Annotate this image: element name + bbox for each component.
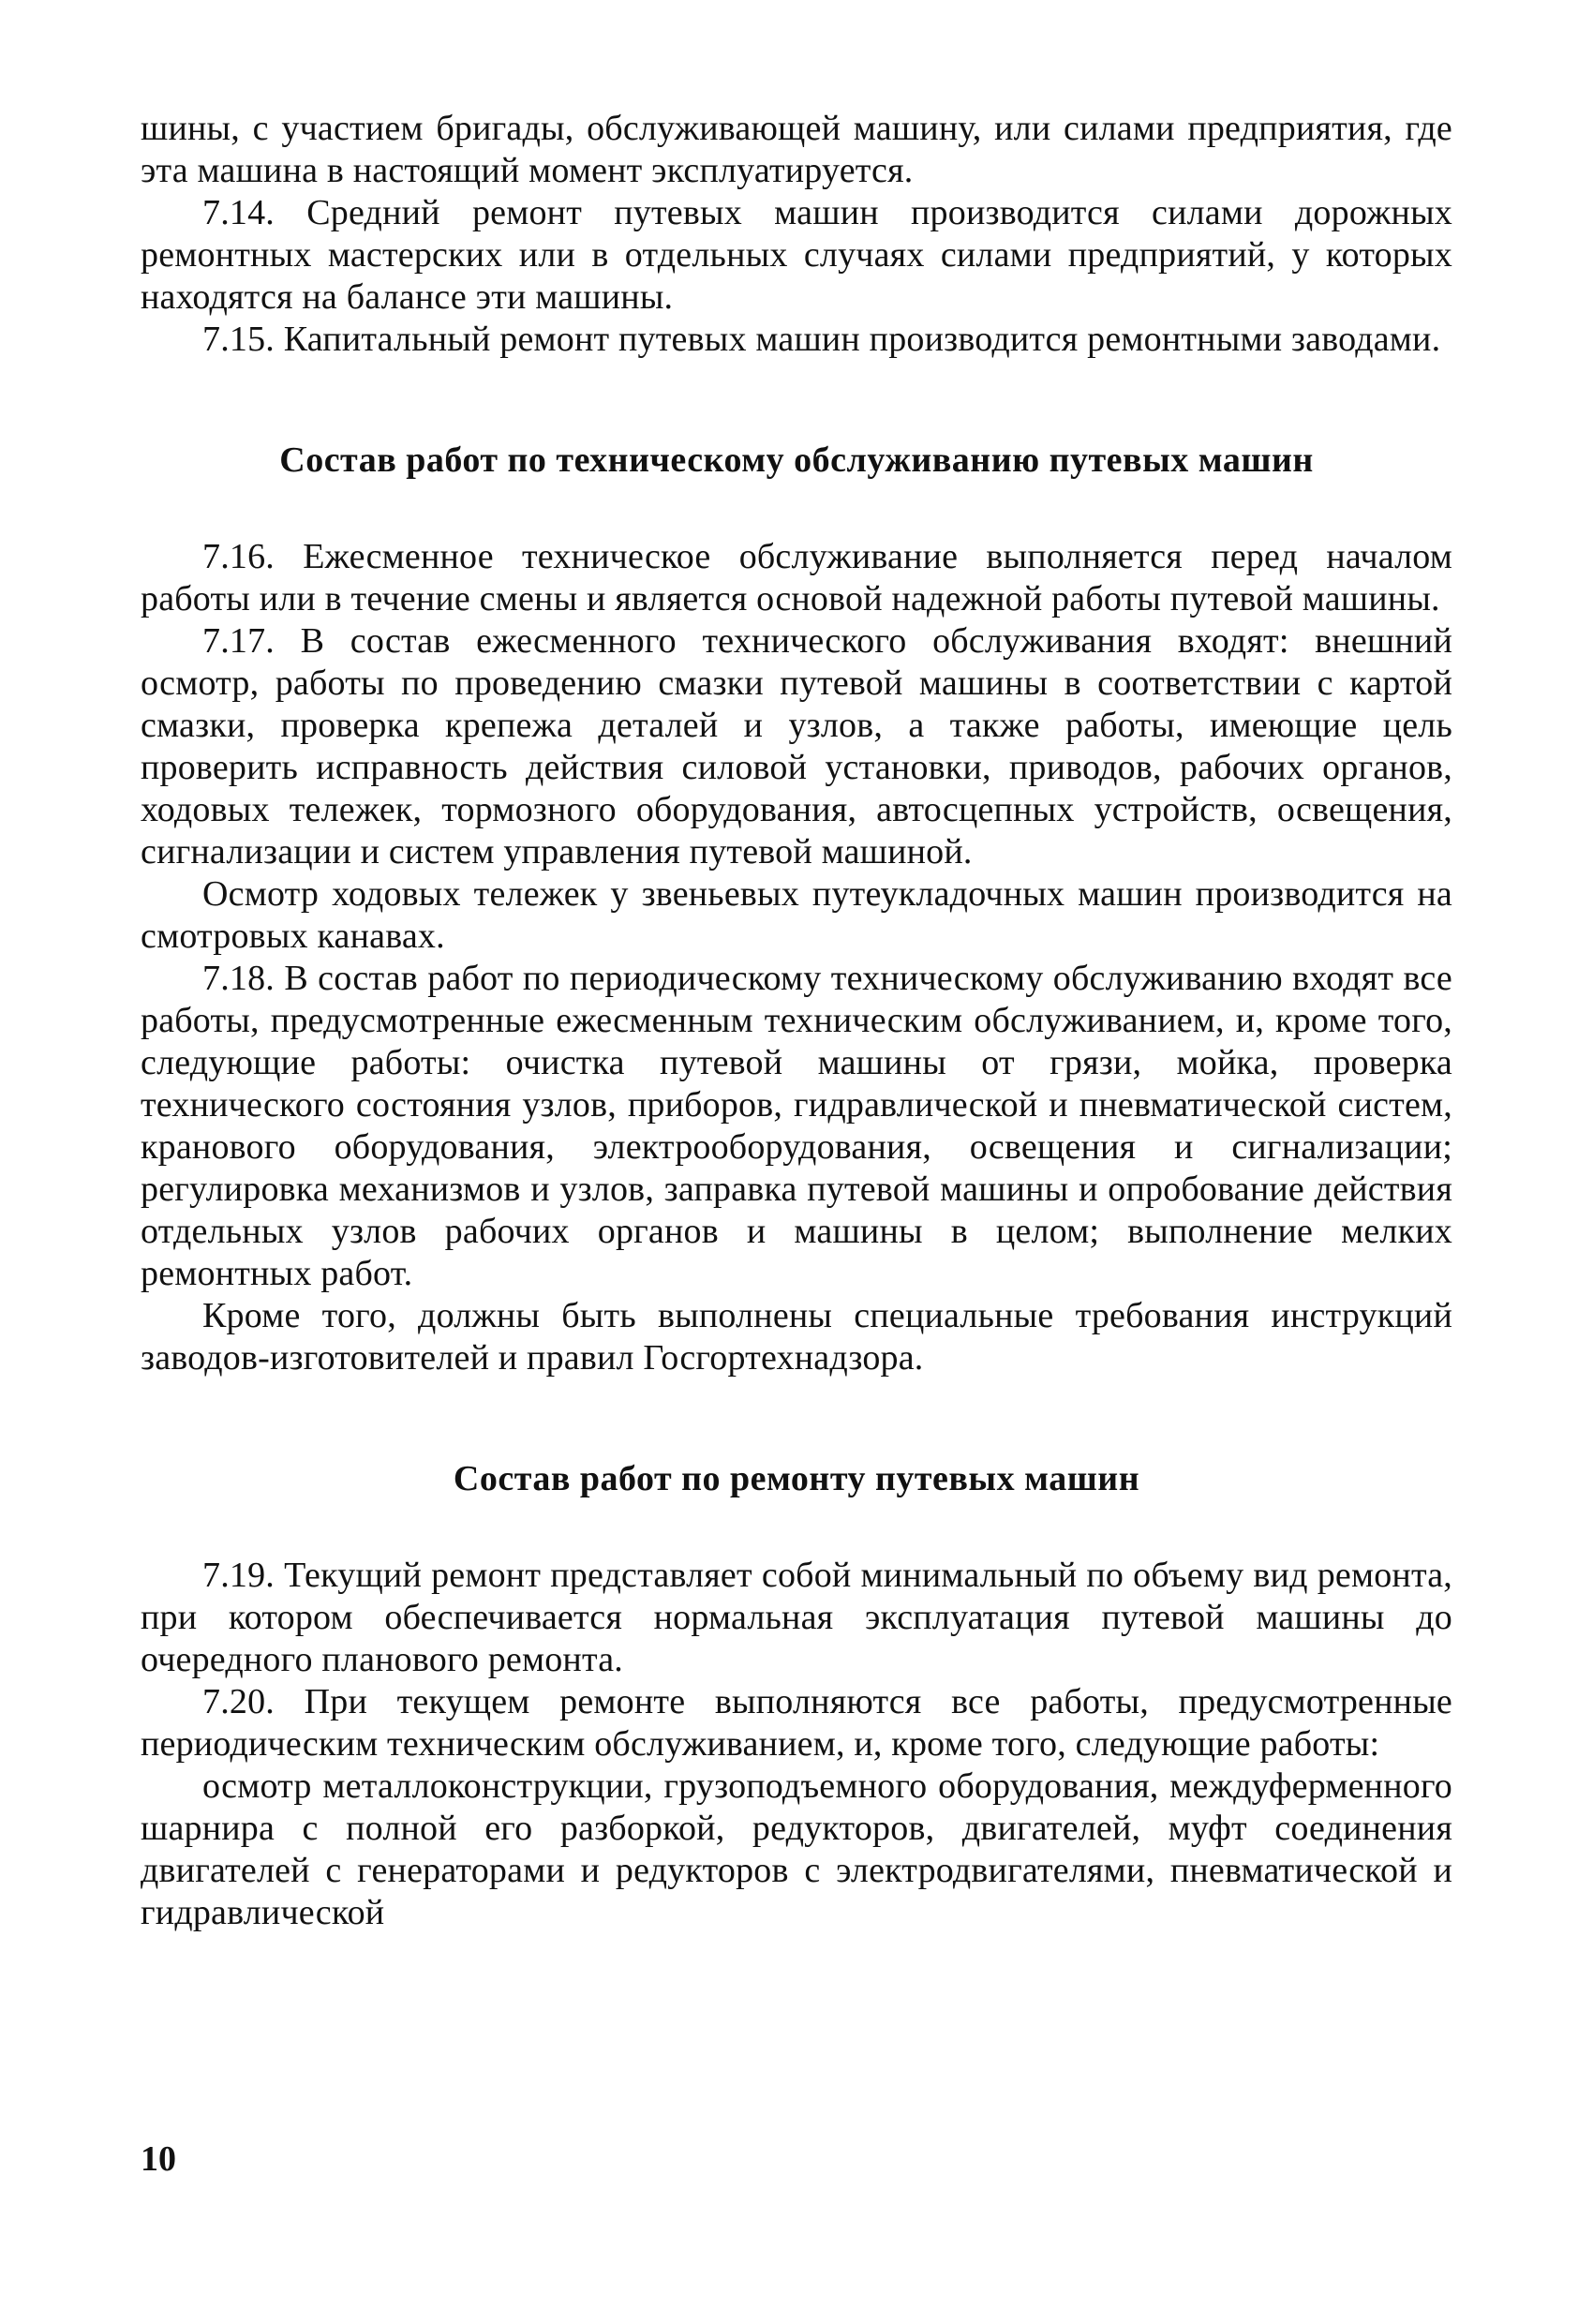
paragraph-7-19: 7.19. Текущий ремонт представляет собой минимальный по объему вид ремонта, при котором обеспечивается нормальная эксплуатация путевой машины до очередного планового ремонта. [141,1556,1452,1679]
paragraph-7-17: 7.17. В состав ежесменного технического обслуживания входят: внешний осмотр, работы по проведению смазки путевой машины в соответствии с картой смазки, проверка крепежа деталей и узлов, а также работы, имеющие цель проверить исправность действия силовой установки, приводов, рабочих органов, ходовых тележек, тормозного оборудования, автосцепных устройств, освещения, сигнализации и систем управления путевой машиной. [141,621,1452,872]
section-heading-repair: Состав работ по ремонту путевых машин [453,1459,1140,1498]
page-number: 10 [141,2139,176,2179]
paragraph-additional-requirements: Кроме того, должны быть выполнены специальные требования инструкций заводов-изготовителей и правил Госгортехнадзора. [141,1296,1452,1378]
paragraph-inspection-list: осмотр металлоконструкции, грузоподъемного оборудования, междуферменного шарнира с полной его разборкой, редукторов, двигателей, муфт соединения двигателей с генераторами и редукторов с электродвигателями, пневматической и гидравлической [141,1766,1452,1932]
section-heading-maintenance: Состав работ по техническому обслуживанию путевых машин [279,440,1314,480]
paragraph-inspection: Осмотр ходовых тележек у звеньевых путеукладочных машин производится на смотровых канавах. [141,874,1452,956]
paragraph-7-15: 7.15. Капитальный ремонт путевых машин производится ремонтными заводами. [202,320,1441,359]
paragraph-7-14: 7.14. Средний ремонт путевых машин производится силами дорожных ремонтных мастерских или в отдельных случаях силами предприятий, у которых находятся на балансе эти машины. [141,193,1452,317]
document-page [141,108,1452,2263]
paragraph-7-18: 7.18. В состав работ по периодическому техническому обслуживанию входят все работы, предусмотренные ежесменным техническим обслуживанием, и, кроме того, следующие работы: очистка путевой машины от грязи, мойка, проверка технического состояния узлов, приборов, гидравлической и пневматической систем, кранового оборудования, электрооборудования, освещения и сигнализации; регулировка механизмов и узлов, заправка путевой машины и опробование действия отдельных узлов рабочих органов и машины в целом; выполнение мелких ремонтных работ. [141,959,1452,1293]
paragraph-continuation: шины, с участием бригады, обслуживающей машину, или силами предприятия, где эта машина в настоящий момент эксплуатируется. [141,109,1452,190]
paragraph-7-20: 7.20. При текущем ремонте выполняются все работы, предусмотренные периодическим техническим обслуживанием, и, кроме того, следующие работы: [141,1682,1452,1764]
paragraph-7-16: 7.16. Ежесменное техническое обслуживание выполняется перед началом работы или в течение смены и является основой надежной работы путевой машины. [141,537,1452,618]
